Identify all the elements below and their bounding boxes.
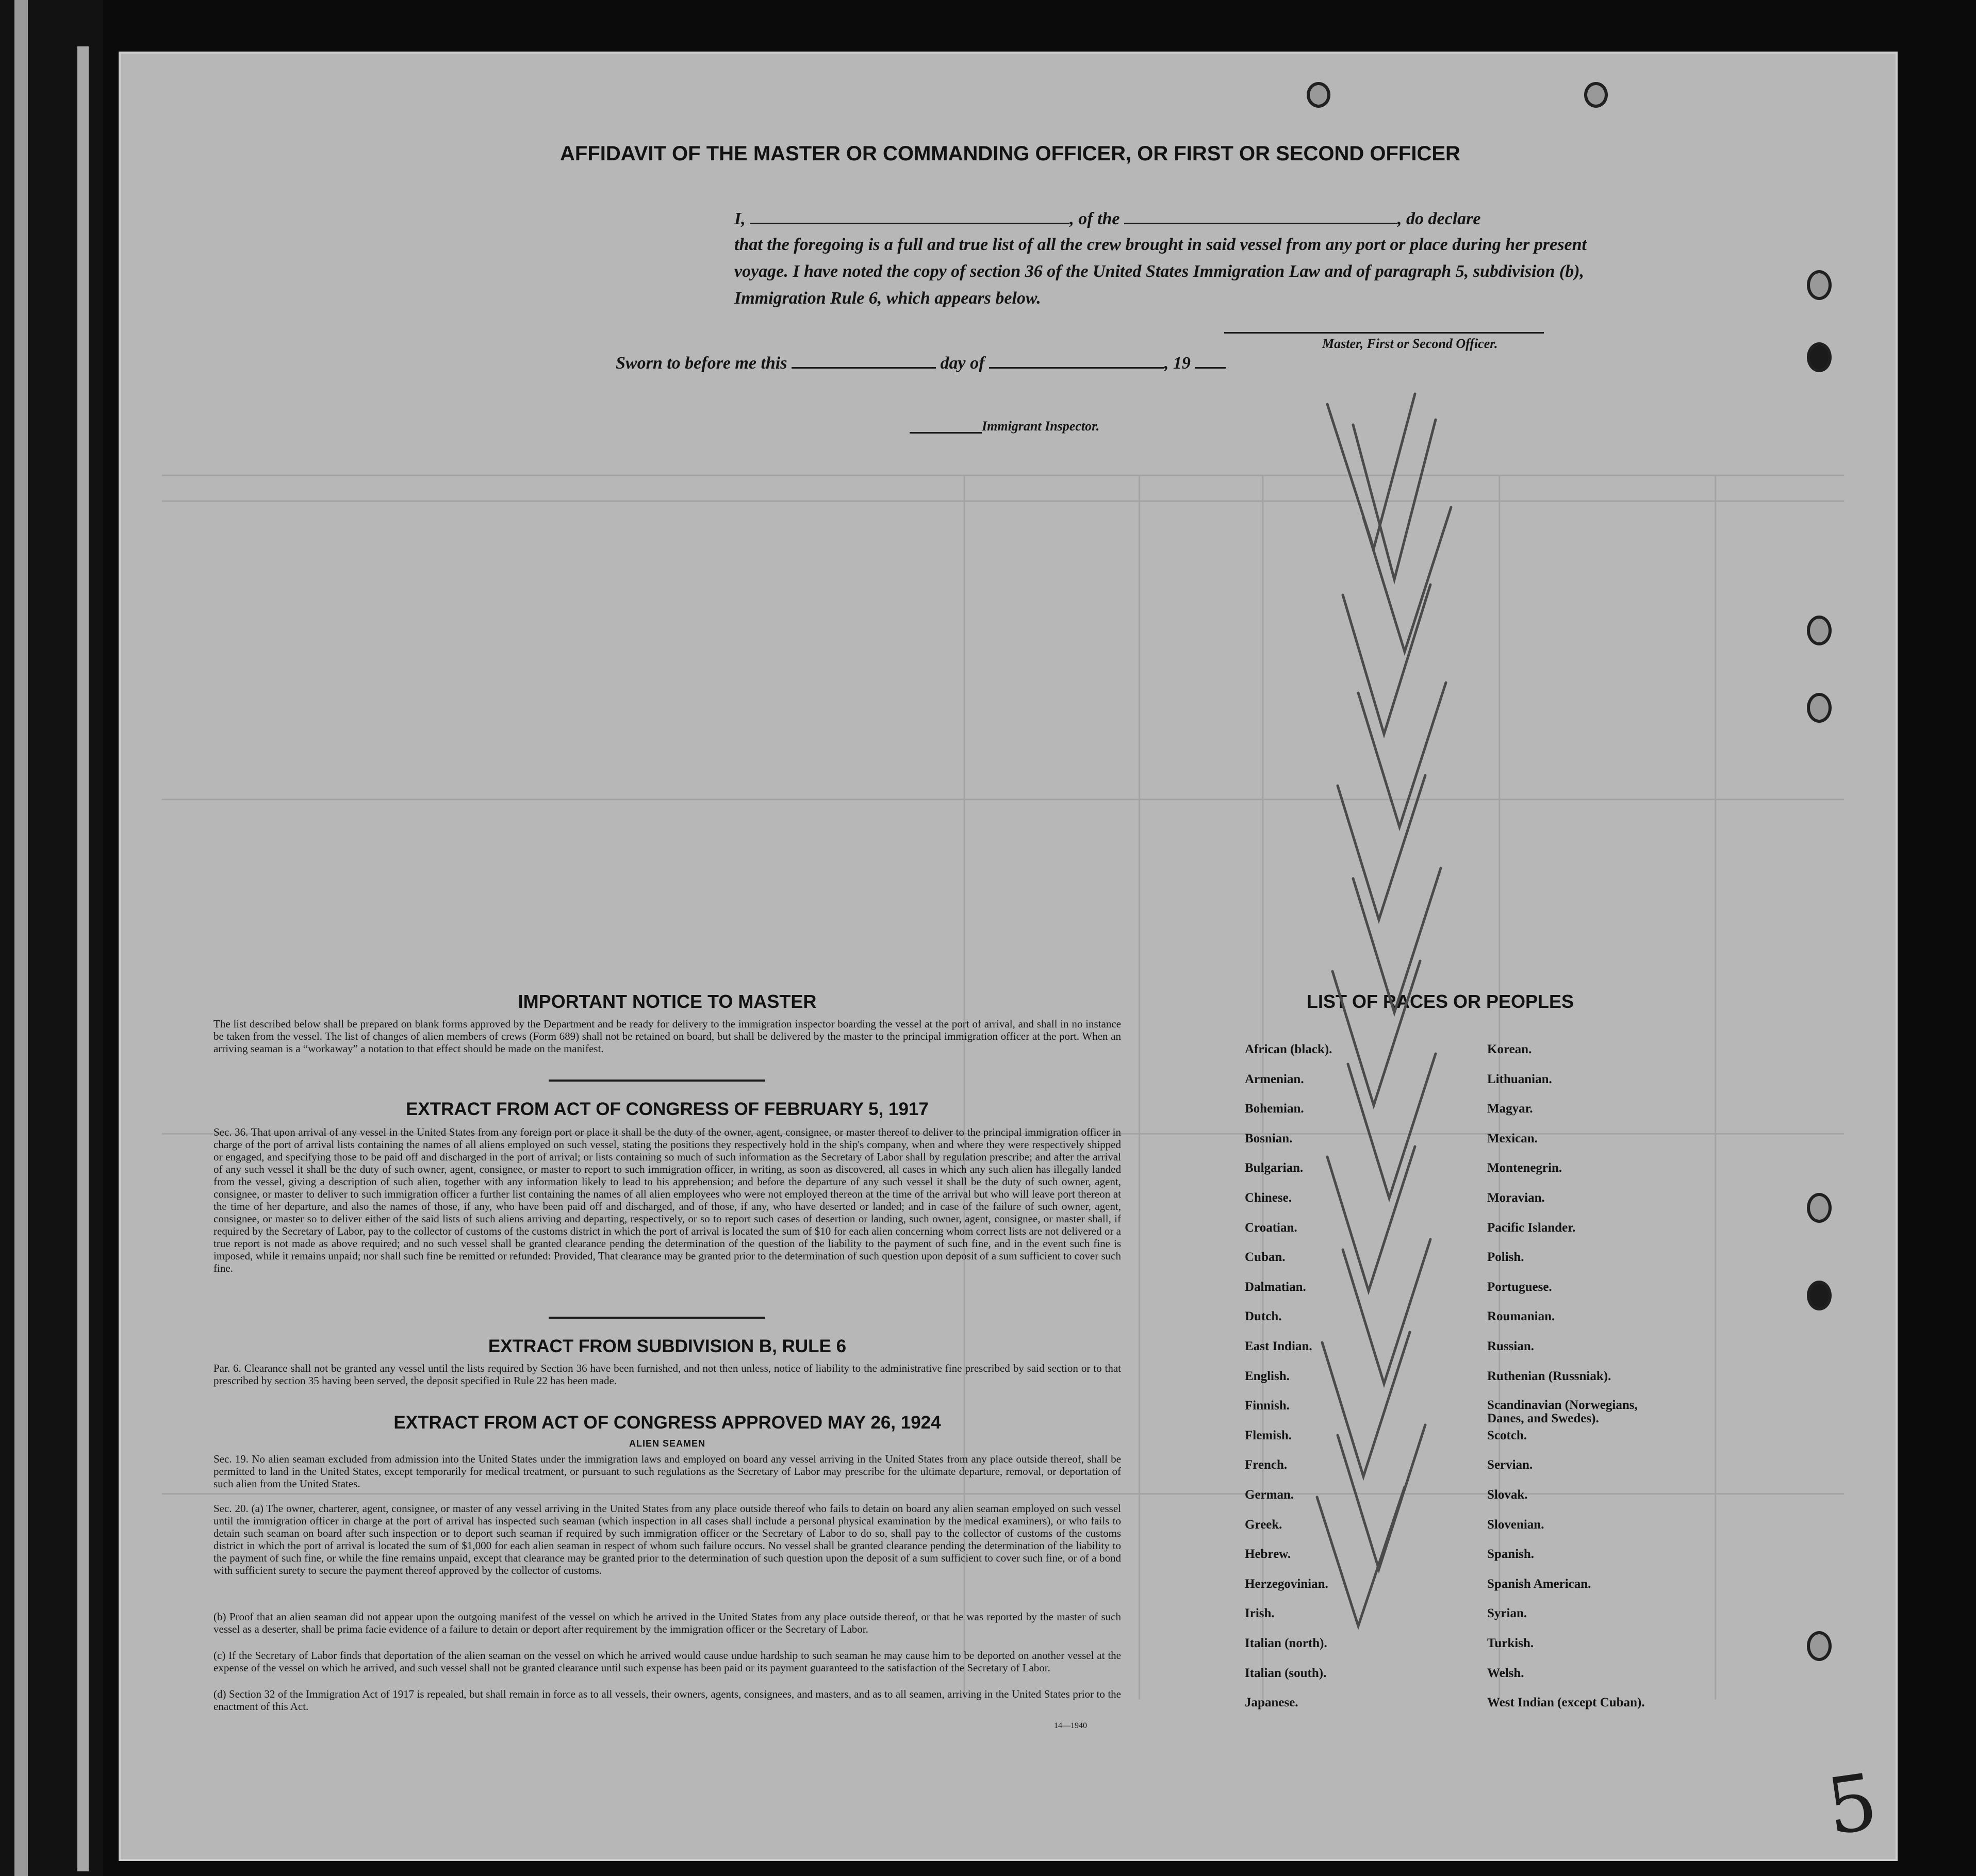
race-item: German. <box>1245 1488 1294 1502</box>
rule6-body: Par. 6. Clearance shall not be granted any vessel until the lists required by Section 36 have been furnished, and not then unless, notice of liability to the administrative fine prescribed by said section or to that prescribed by section 35 having been served, the deposit specified in Rule 22 has been made. <box>213 1362 1121 1387</box>
affidavit-title: AFFIDAVIT OF THE MASTER OR COMMANDING OFFICER, OR FIRST OR SECOND OFFICER <box>560 142 1460 165</box>
binder-hole <box>1584 82 1608 108</box>
notice-title: IMPORTANT NOTICE TO MASTER <box>518 991 817 1012</box>
binder-hole <box>1807 616 1832 645</box>
sworn-year: , 19 <box>1164 354 1191 373</box>
race-item: Irish. <box>1245 1606 1275 1620</box>
race-item: Syrian. <box>1487 1606 1527 1620</box>
sworn-year-blank[interactable] <box>1195 353 1226 369</box>
races-title: LIST OF RACES OR PEOPLES <box>1307 991 1574 1012</box>
race-item: Mexican. <box>1487 1132 1538 1145</box>
sworn-day-of: day of <box>940 354 985 373</box>
race-item: Bohemian. <box>1245 1102 1304 1116</box>
race-item: French. <box>1245 1458 1288 1472</box>
race-item: Russian. <box>1487 1339 1535 1353</box>
race-item: Slovenian. <box>1487 1518 1544 1532</box>
sec20d-text: (d) Section 32 of the Immigration Act of 1917 is repealed, but shall remain in force as to all vessels, their owners, agents, consignees, and masters, and as to all seamen, arriving in the United States prior to the enactment of this Act. <box>213 1688 1121 1713</box>
race-item: Cuban. <box>1245 1250 1286 1264</box>
race-item: Japanese. <box>1245 1696 1298 1709</box>
race-item: Bosnian. <box>1245 1132 1293 1145</box>
affidavit-i: I, <box>734 209 746 228</box>
sworn-day-blank[interactable] <box>792 353 936 369</box>
race-item: Moravian. <box>1487 1191 1545 1205</box>
race-item: Polish. <box>1487 1250 1524 1264</box>
binder-hole <box>1807 1281 1832 1310</box>
underlying-page-edge <box>77 46 89 1871</box>
race-item: Welsh. <box>1487 1666 1524 1680</box>
race-item: Roumanian. <box>1487 1309 1555 1323</box>
race-item: Montenegrin. <box>1487 1161 1562 1175</box>
extract-1924-title: EXTRACT FROM ACT OF CONGRESS APPROVED MAY 26, 1924 <box>393 1413 941 1433</box>
race-item: Herzegovinian. <box>1245 1577 1328 1591</box>
affidavit-declaration-line <box>734 208 1480 229</box>
sworn-month-blank[interactable] <box>989 353 1164 369</box>
race-item: Chinese. <box>1245 1191 1292 1205</box>
manifest-page <box>119 52 1898 1861</box>
underlying-page-edge <box>14 0 28 1876</box>
race-item: Dutch. <box>1245 1309 1282 1323</box>
race-item: Servian. <box>1487 1458 1533 1472</box>
race-item: Scotch. <box>1487 1429 1527 1442</box>
rule6-title: EXTRACT FROM SUBDIVISION B, RULE 6 <box>488 1336 847 1356</box>
bleed-through-grid <box>121 54 1896 1859</box>
vessel-blank[interactable] <box>1124 208 1397 224</box>
affidavit-text-line: Immigration Rule 6, which appears below. <box>734 289 1041 308</box>
section-divider <box>549 1080 765 1082</box>
race-item: Hebrew. <box>1245 1547 1291 1561</box>
inspector-signature-line[interactable] <box>910 432 982 434</box>
name-blank[interactable] <box>750 208 1069 224</box>
master-signature-label: Master, First or Second Officer. <box>1322 336 1498 351</box>
inspector-label: Immigrant Inspector. <box>982 419 1100 434</box>
section-divider <box>549 1317 765 1319</box>
binder-hole <box>1807 270 1832 300</box>
sec19-text: Sec. 19. No alien seaman excluded from admission into the United States under the immigration laws and employed on board any vessel arriving in the United States from any place outside thereof, shall be permitted to land in the United States, except temporarily for medical treatment, or pursuant to such regulations as the Secretary of Labor may prescribe for the ultimate departure, removal, or deportation of such alien from the United States. <box>213 1453 1121 1490</box>
race-item: Armenian. <box>1245 1072 1304 1086</box>
affidavit-text-line: voyage. I have noted the copy of section 36 of the United States Immigration Law and of paragraph 5, subdivision (b), <box>734 262 1585 281</box>
race-item: Greek. <box>1245 1518 1282 1532</box>
extract-1917-body: Sec. 36. That upon arrival of any vessel in the United States from any foreign port or place it shall be the duty of the owner, agent, consignee, or master thereof to deliver to the principal immigration officer in charge of the port of arrival lists containing the names of all aliens employed on such vessel, stating the positions they respectively hold in the ship's company, when and where they were respectively shipped or engaged, and specifying those to be paid off and discharged in the port of arrival; or lists containing so much of such information as the Secretary of Labor shall by regulation prescribe; and after the arrival of any such vessel it shall be the duty of such owner, agent, consignee, or master to report to such immigration officer, in writing, as soon as discovered, all cases in which any such alien has illegally landed from the vessel, giving a description of such alien, together with any information likely to lead to his apprehension; and before the departure of any such vessel it shall be the duty of such owner, agent, consignee, or master to deliver to such immigration officer a further list containing the names of all alien employees who were not employed thereon at the time of the arrival but who will leave port thereon at the time of her departure, and also the names of those, if any, who have been paid off and discharged, and of those, if any, who have deserted or landed; and in case of the failure of such owner, agent, consignee, or master so to deliver either of the said lists of such aliens arriving and departing, respectively, or so to report such cases of desertion or landing, such owner, agent, consignee, or master shall, if required by the Secretary of Labor, pay to the collector of customs of the customs district in which the port of arrival is located the sum of $10 for each alien concerning whom correct lists are not delivered or a true report is not made as above required; and no such vessel shall be granted clearance pending the determination of the question of the liability to the payment of such fine, and in the event such fine is imposed, while it remains unpaid; nor shall such fine be remitted or refunded: Provided, That clearance may be granted prior to the determination of such question upon deposit of a sum sufficient to cover such fine. <box>213 1126 1121 1274</box>
binder-hole <box>1307 82 1330 108</box>
sec20b-text: (b) Proof that an alien seaman did not appear upon the outgoing manifest of the vessel on which he arrived in the United States from any place outside thereof, or that he was reported by the master of such vessel as a deserter, shall be prima facie evidence of a failure to detain or deport after requirement by the immigration officer or the Secretary of Labor. <box>213 1611 1121 1635</box>
binder-hole <box>1807 342 1832 372</box>
race-item: Flemish. <box>1245 1429 1292 1442</box>
race-item: Magyar. <box>1487 1102 1533 1116</box>
race-item: Bulgarian. <box>1245 1161 1304 1175</box>
binder-hole <box>1807 693 1832 723</box>
race-item: Croatian. <box>1245 1221 1297 1235</box>
extract-1917-title: EXTRACT FROM ACT OF CONGRESS OF FEBRUARY 5, 1917 <box>406 1099 929 1119</box>
race-item: Scandinavian (Norwegians, Danes, and Swedes). <box>1487 1398 1638 1425</box>
page-number: 5 <box>1821 1757 1883 1853</box>
master-signature-line[interactable] <box>1224 332 1544 334</box>
race-item: Pacific Islander. <box>1487 1221 1576 1235</box>
race-item: Turkish. <box>1487 1636 1534 1650</box>
race-item: Finnish. <box>1245 1399 1290 1413</box>
race-item: Slovak. <box>1487 1488 1528 1502</box>
race-item: Italian (south). <box>1245 1666 1327 1680</box>
race-item: Lithuanian. <box>1487 1072 1552 1086</box>
notice-body: The list described below shall be prepared on blank forms approved by the Department and be ready for delivery to the immigration inspector boarding the vessel at the port of arrival, and shall in no instance be taken from the vessel. The list of changes of alien members of crews (Form 689) shall not be retained on board, but shall be delivered by the master to the principal immigration officer at the port. When an arriving seaman is a “workaway” a notation to that effect should be made on the manifest. <box>213 1018 1121 1055</box>
affidavit-of-the: , of the <box>1069 209 1120 228</box>
affidavit-text-line: that the foregoing is a full and true list of all the crew brought in said vessel from any port or place during her present <box>734 235 1587 254</box>
race-item: African (black). <box>1245 1042 1332 1056</box>
race-item: West Indian (except Cuban). <box>1487 1696 1645 1709</box>
form-code: 14—1940 <box>1054 1721 1087 1730</box>
sec20c-text: (c) If the Secretary of Labor finds that deportation of the alien seaman on the vessel on which he arrived would cause undue hardship to such seaman he may cause him to be deported on another vessel at the expense of the vessel on which he arrived, and such vessel shall not be granted clearance until such expense has been paid or its payment guaranteed to the satisfaction of the Secretary of Labor. <box>213 1649 1121 1674</box>
race-item: Korean. <box>1487 1042 1532 1056</box>
sworn-prefix: Sworn to before me this <box>616 354 787 373</box>
race-item: Dalmatian. <box>1245 1280 1306 1294</box>
binder-hole <box>1807 1631 1832 1661</box>
race-item: Ruthenian (Russniak). <box>1487 1369 1611 1383</box>
race-item: Spanish American. <box>1487 1577 1591 1591</box>
race-item: East Indian. <box>1245 1339 1312 1353</box>
sec20a-text: Sec. 20. (a) The owner, charterer, agent, consignee, or master of any vessel arriving in the United States from any place outside thereof who fails to detain on board any alien seaman employed on such vessel until the immigration officer in charge at the port of arrival has inspected such seaman (which inspection in all cases shall include a personal physical examination by the medical examiners), or who fails to detain such seaman on board after such inspection or to deport such seaman if required by such immigration officer or the Secretary of Labor to do so, shall pay to the collector of customs of the customs district in which the port of arrival is located the sum of $1,000 for each alien seaman in respect of whom such failure occurs. No vessel shall be granted clearance pending the determination of the liability to the payment of such fine, or while the fine remains unpaid, except that clearance may be granted prior to the determination of such question upon the deposit of a sum sufficient to cover such fine, or of a bond with sufficient surety to secure the payment thereof approved by the collector of customs. <box>213 1502 1121 1576</box>
binder-hole <box>1807 1193 1832 1223</box>
race-item: Portuguese. <box>1487 1280 1552 1294</box>
extract-1924-subtitle: ALIEN SEAMEN <box>629 1438 705 1449</box>
race-item: Spanish. <box>1487 1547 1535 1561</box>
sworn-line <box>616 353 1226 373</box>
race-item: Italian (north). <box>1245 1636 1327 1650</box>
race-item: English. <box>1245 1369 1290 1383</box>
affidavit-declare: , do declare <box>1397 209 1481 228</box>
